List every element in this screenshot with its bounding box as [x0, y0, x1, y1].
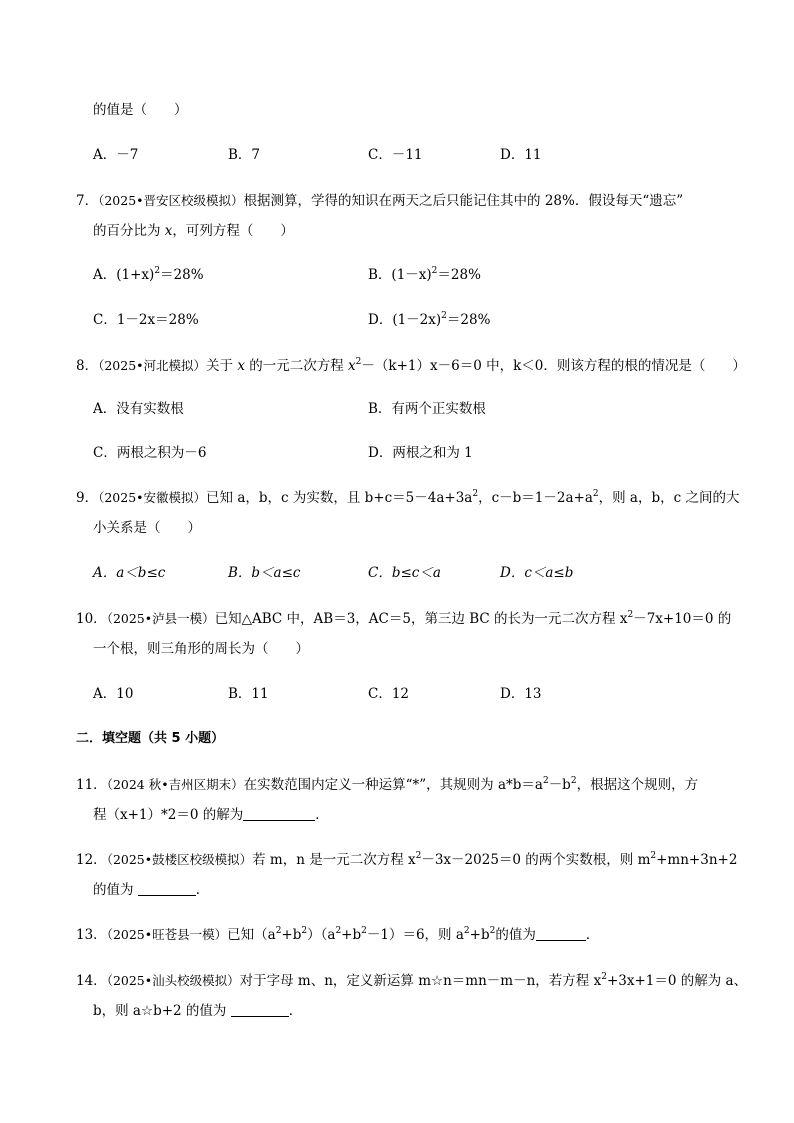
- q11-stem-b: －b: [548, 777, 571, 793]
- q8-source: （2025•河北模拟）: [98, 358, 207, 373]
- q11-stem-c: ，根据这个规则，方: [576, 777, 699, 793]
- q9-stem-c: ，则 a，b，c 之间的大: [598, 490, 740, 506]
- q14-stem-line2: [93, 1001, 302, 1021]
- q14-source: （2025•汕头校级模拟）: [106, 973, 240, 988]
- q12-stem-line2: [93, 880, 209, 900]
- q8-stem-b: 的一元二次方程: [249, 358, 344, 374]
- q13-stem-g: 的值为: [495, 927, 536, 943]
- q14-stem-b: +3x+1＝0 的解为 a、: [606, 973, 748, 989]
- q7-number: 7．: [76, 193, 99, 209]
- q7-option-a-exp: 2: [154, 266, 161, 276]
- q10-exp: 2: [627, 610, 634, 620]
- q10-option-d: D．13: [500, 686, 542, 702]
- q12-stem-line1: [76, 850, 737, 870]
- q7-stem-line2-b: ，可列方程（ ）: [172, 223, 294, 239]
- q14-stem-line1: [76, 971, 747, 991]
- q7-option-d: [368, 310, 490, 330]
- q12-answer-blank[interactable]: [138, 881, 196, 896]
- q13-stem-c: ）（a: [307, 927, 336, 943]
- q11-number: 11．: [76, 777, 107, 793]
- q7-option-b-tail: ＝28%: [437, 267, 481, 283]
- q12-number: 12．: [76, 852, 107, 868]
- q6-stem-tail: 的值是（ ）: [93, 102, 188, 118]
- q13-stem-d: +b: [341, 927, 362, 943]
- q9-source: （2025•安徽模拟）: [98, 490, 207, 505]
- q11-exp-1: 2: [542, 776, 549, 786]
- q10-source: （2025•泸县一模）: [106, 611, 215, 626]
- q6-option-b: B．7: [228, 147, 261, 163]
- q9-option-b: B．b＜a≤c: [228, 565, 301, 581]
- q7-option-a: [93, 265, 204, 285]
- q7-option-a-expr: (1+x): [116, 267, 155, 283]
- q13-exp-4: 2: [361, 926, 367, 936]
- q11-stem-line1: [76, 775, 698, 795]
- q8-eq-exp: 2: [355, 357, 362, 367]
- q13-exp-3: 2: [335, 926, 342, 936]
- q12-stem-a: 若 m，n 是一元二次方程 x: [252, 852, 416, 868]
- q8-var-x: x: [237, 358, 245, 374]
- q13-exp-1: 2: [275, 926, 282, 936]
- q12-exp-1: 2: [415, 851, 422, 861]
- q7-stem-line2-a: 的百分比为: [93, 223, 161, 239]
- q9-exp-2: 2: [592, 489, 599, 499]
- q13-exp-6: 2: [489, 926, 496, 936]
- q12-stem-line2-b: ．: [195, 882, 210, 898]
- q9-stem-a: 已知 a，b，c 为实数，且 b+c＝5－4a+3a: [206, 490, 473, 506]
- q11-source: （2024 秋•吉州区期末）: [106, 777, 244, 792]
- q8-eq-x: x: [348, 358, 356, 374]
- q11-stem-line2: [93, 805, 329, 825]
- q10-option-a: A．10: [93, 686, 134, 702]
- q10-stem-line1: [76, 609, 731, 629]
- q12-stem-b: －3x－2025＝0 的两个实数根，则 m: [421, 852, 651, 868]
- q11-exp-2: 2: [570, 776, 577, 786]
- q14-stem-a: 对于字母 m、n，定义新运算 m☆n＝mn－m－n，若方程 x: [239, 973, 602, 989]
- q7-option-b-exp: 2: [431, 266, 438, 276]
- q6-option-a: A．－7: [93, 147, 139, 163]
- q7-option-d-label: D．: [368, 312, 393, 328]
- q14-stem-line2-b: ．: [288, 1003, 303, 1019]
- q8-option-b: B．有两个正实数根: [368, 401, 486, 417]
- q10-option-b: B．11: [228, 686, 269, 702]
- q14-exp: 2: [601, 972, 607, 982]
- q11-stem-line2-a: 程（x+1）*2＝0 的解为: [93, 807, 244, 823]
- q7-option-c-expr: 1－2x＝28%: [116, 312, 199, 328]
- q9-stem-line1: [76, 488, 739, 508]
- q9-stem-line2: 小关系是（ ）: [93, 520, 201, 536]
- q13-exp-2: 2: [301, 926, 308, 936]
- q8-number: 8．: [76, 358, 99, 374]
- q13-source: （2025•旺苍县一模）: [106, 927, 228, 942]
- q7-option-b-expr: (1－x): [391, 267, 432, 283]
- q7-stem-text: 根据测算，学得的知识在两天之后只能记住其中的 28%．假设每天“遗忘”: [243, 193, 684, 209]
- q10-option-c: C．12: [368, 686, 410, 702]
- q10-number: 10．: [76, 611, 107, 627]
- q7-option-d-expr: (1－2x): [392, 312, 442, 328]
- q13-stem-b: +b: [281, 927, 302, 943]
- q13-stem-e: －1）＝6，则 a: [366, 927, 464, 943]
- q7-stem-line1: [76, 191, 683, 211]
- q9-exp-1: 2: [472, 489, 479, 499]
- q9-option-a: A．a＜b≤c: [93, 565, 166, 581]
- q13-stem-f: +b: [469, 927, 490, 943]
- q8-option-d: D．两根之和为 1: [368, 445, 473, 461]
- q14-number: 14．: [76, 973, 107, 989]
- q11-stem-line2-b: ．: [315, 807, 329, 823]
- q9-stem-b: ，c－b＝1－2a+a: [478, 490, 593, 506]
- q10-stem-b: －7x+10＝0 的: [633, 611, 732, 627]
- q12-stem-c: +mn+3n+2: [656, 852, 738, 868]
- q8-eq-rest: －（k+1）x－6＝0 中，k＜0．则该方程的根的情况是（ ）: [361, 358, 746, 374]
- q6-option-c: C．－11: [368, 147, 423, 163]
- q13-stem-h: ．: [585, 927, 600, 943]
- q7-option-d-tail: ＝28%: [446, 312, 491, 328]
- section-title-fill-in: 二．填空题（共 5 小题）: [76, 731, 225, 746]
- q13-answer-blank[interactable]: [536, 926, 586, 941]
- q10-stem-line2: 一个根，则三角形的周长为（ ）: [93, 641, 309, 657]
- q7-option-b-label: B．: [368, 267, 392, 283]
- q7-source: （2025•晋安区校级模拟）: [98, 193, 244, 208]
- q13-stem: [76, 925, 599, 945]
- q7-option-c: [93, 310, 199, 330]
- q12-exp-2: 2: [650, 851, 657, 861]
- q7-option-d-exp: 2: [441, 311, 447, 321]
- q7-option-a-tail: ＝28%: [160, 267, 204, 283]
- q7-stem-line2: [93, 221, 294, 241]
- q13-number: 13．: [76, 927, 107, 943]
- q12-source: （2025•鼓楼区校级模拟）: [106, 852, 253, 867]
- q10-stem-a: 已知△ABC 中，AB＝3，AC＝5，第三边 BC 的长为一元二次方程 x: [214, 611, 628, 627]
- q8-stem: [76, 356, 746, 376]
- q14-answer-blank[interactable]: [231, 1002, 289, 1017]
- q11-answer-blank[interactable]: [243, 806, 315, 821]
- q9-number: 9．: [76, 490, 99, 506]
- q8-option-c: C．两根之积为－6: [93, 445, 207, 461]
- q7-option-a-label: A．: [93, 267, 117, 283]
- q12-stem-line2-a: 的值为: [93, 882, 134, 898]
- q9-option-d: D．c＜a≤b: [500, 565, 574, 581]
- q7-option-c-label: C．: [93, 312, 117, 328]
- q8-option-a: A．没有实数根: [93, 401, 184, 417]
- q13-exp-5: 2: [463, 926, 470, 936]
- q13-stem-a: 已知（a: [227, 927, 276, 943]
- q8-stem-a: 关于: [206, 358, 234, 374]
- q6-option-d: D．11: [500, 147, 542, 163]
- q7-var-x: x: [164, 223, 173, 239]
- q14-stem-line2-a: b，则 a☆b+2 的值为: [93, 1003, 227, 1019]
- q7-option-b: [368, 265, 481, 285]
- q9-option-c: C．b≤c＜a: [368, 565, 441, 581]
- q11-stem-a: 在实数范围内定义一种运算“*”，其规则为 a*b＝a: [243, 777, 543, 793]
